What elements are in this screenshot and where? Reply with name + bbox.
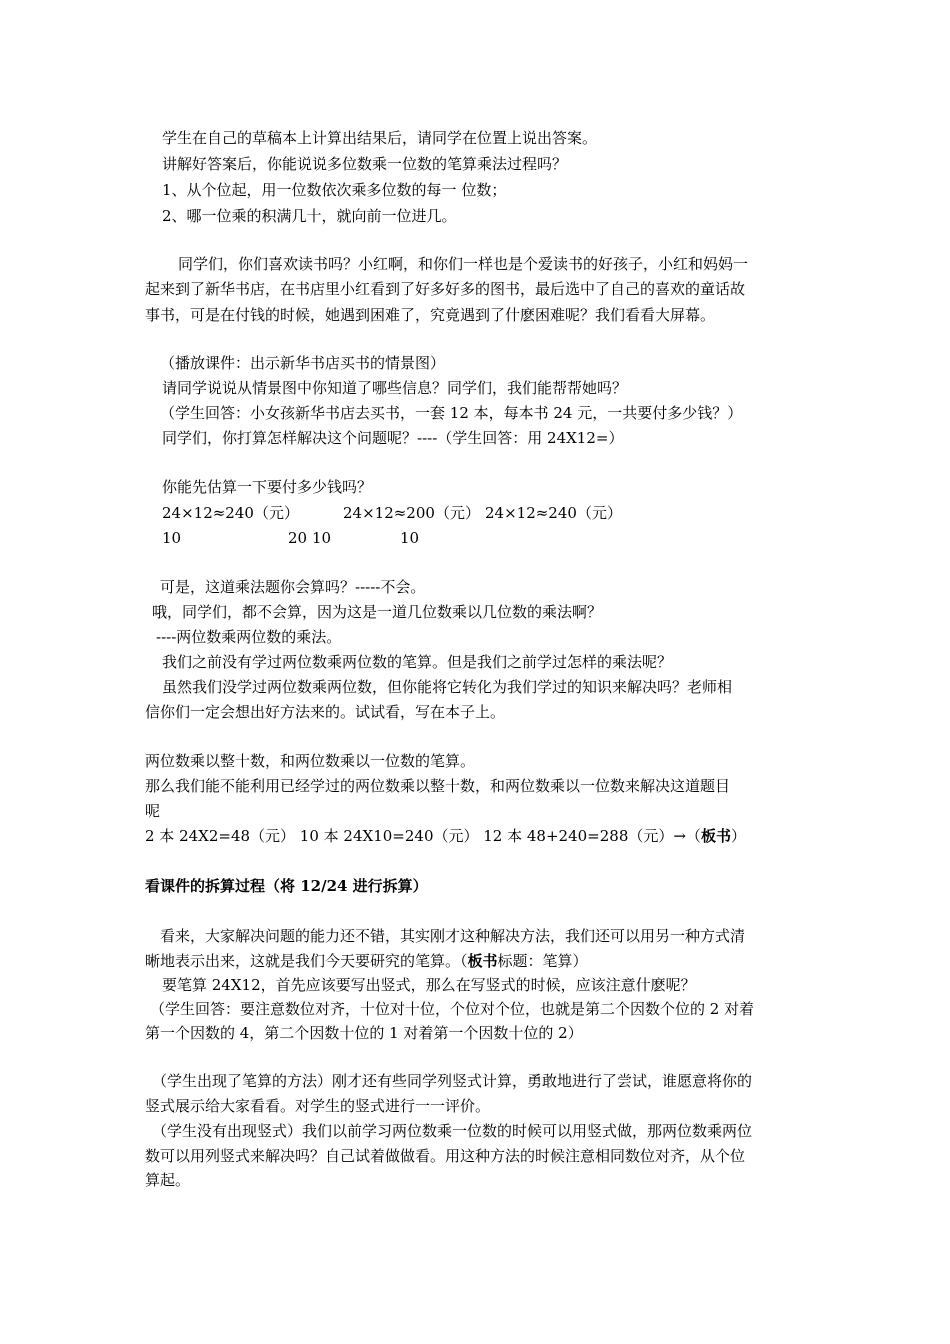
paragraph-line: 事书，可是在付钱的时候，她遇到困难了，究竟遇到了什麽困难呢？我们看看大屏幕。 [145,306,716,324]
board-line [145,950,810,972]
paragraph-line: 虽然我们没学过两位数乘两位数，但你能将它转化为我们学过的知识来解决吗？老师相 [162,678,733,696]
paragraph-line: 讲解好答案后，你能说说多位数乘一位数的笔算乘法过程吗？ [162,155,568,173]
board-post: 标题：笔算） [497,952,588,970]
paragraph-line: 同学们，你打算怎样解决这个问题呢？----（学生回答：用 24X12=） [162,429,624,447]
paragraph-line: 数可以用列竖式来解决吗？自己试着做做看。用这种方法的时候注意相同数位对齐，从个位 [145,1147,746,1165]
paragraph-line: 我们之前没有学过两位数乘两位数的笔算。但是我们之前学过怎样的乘法呢？ [162,653,673,671]
estimate-number: 20 [288,529,308,547]
paragraph-line: 要笔算 24X12，首先应该要写出竖式，那么在写竖式的时候，应该注意什麽呢？ [162,976,696,994]
calc-line [145,825,810,847]
paragraph-line: 可是，这道乘法题你会算吗？-----不会。 [160,578,426,596]
paragraph-line: （学生出现了笔算的方法）刚才还有些同学列竖式计算，勇敢地进行了尝试，谁愿意将你的 [152,1072,753,1090]
estimate-3: 24×12≈240（元） [485,504,622,522]
estimate-number: 10 [162,529,182,547]
paragraph-line: 算起。 [145,1171,191,1189]
paragraph-line: 同学们，你们喜欢读书吗？小红啊，和你们一样也是个爱读书的好孩子，小红和妈妈一 [178,255,749,273]
board-label: 板书 [467,952,498,970]
paragraph-line: 哦，同学们，都不会算，因为这是一道几位数乘以几位数的乘法啊？ [152,603,603,621]
paragraph-line: 信你们一定会想出好方法来的。试试看，写在本子上。 [145,703,506,721]
paragraph-line: （播放课件：出示新华书店买书的情景图） [160,354,446,372]
paragraph-line: 第一个因数的 4，第二个因数十位的 1 对着第一个因数十位的 2） [145,1024,583,1042]
paragraph-line: 1、从个位起，用一位数依次乘多位数的每一 位数； [162,181,507,199]
estimate-number: 10 [312,529,332,547]
paragraph-line: 2、哪一位乘的积满几十，就向前一位进几。 [162,207,457,225]
paragraph-line: 起来到了新华书店，在书店里小红看到了好多好多的图书，最后选中了自己的喜欢的童话故 [145,280,746,298]
paragraph-line: 呢 [145,802,161,820]
section-heading: 看课件的拆算过程（将 12/24 进行拆算） [145,877,428,895]
calc-text: 2 本 24X2=48（元） 10 本 24X10=240（元） 12 本 48+240=288（元）→（ [145,827,701,845]
paragraph-line: 你能先估算一下要付多少钱吗？ [162,478,373,496]
paragraph-line: 两位数乘以整十数，和两位数乘以一位数的笔算。 [145,752,476,770]
paragraph-line: 看来，大家解决问题的能力还不错，其实刚才这种解决方法，我们还可以用另一种方式清 [160,927,746,945]
estimate-2: 24×12≈200（元） [343,504,480,522]
board-label: 板书 [700,827,731,845]
paragraph-line: （学生回答：要注意数位对齐，十位对十位，个位对个位，也就是第二个因数个位的 2 对着 [150,1000,755,1018]
paragraph-line: 竖式展示给大家看看。对学生的竖式进行一一评价。 [145,1097,491,1115]
paragraph-line: 那么我们能不能利用已经学过的两位数乘以整十数，和两位数乘以一位数来解决这道题目 [145,777,731,795]
paragraph-line: ----两位数乘两位数的乘法。 [156,628,342,646]
paragraph-line: （学生回答：小女孩新华书店去买书，一套 12 本，每本书 24 元，一共要付多少钱？） [160,404,743,422]
paragraph-line: 学生在自己的草稿本上计算出结果后，请同学在位置上说出答案。 [162,129,598,147]
paragraph-line: （学生没有出现竖式）我们以前学习两位数乘一位数的时候可以用竖式做，那两位数乘两位 [152,1122,753,1140]
board-pre: 晰地表示出来，这就是我们今天要研究的笔算。（ [145,952,468,970]
estimate-number: 10 [400,529,420,547]
paragraph-line: 请同学说说从情景图中你知道了哪些信息？同学们，我们能帮帮她吗？ [162,379,628,397]
estimate-1: 24×12≈240（元） [162,504,299,522]
calc-end: ） [730,827,746,845]
